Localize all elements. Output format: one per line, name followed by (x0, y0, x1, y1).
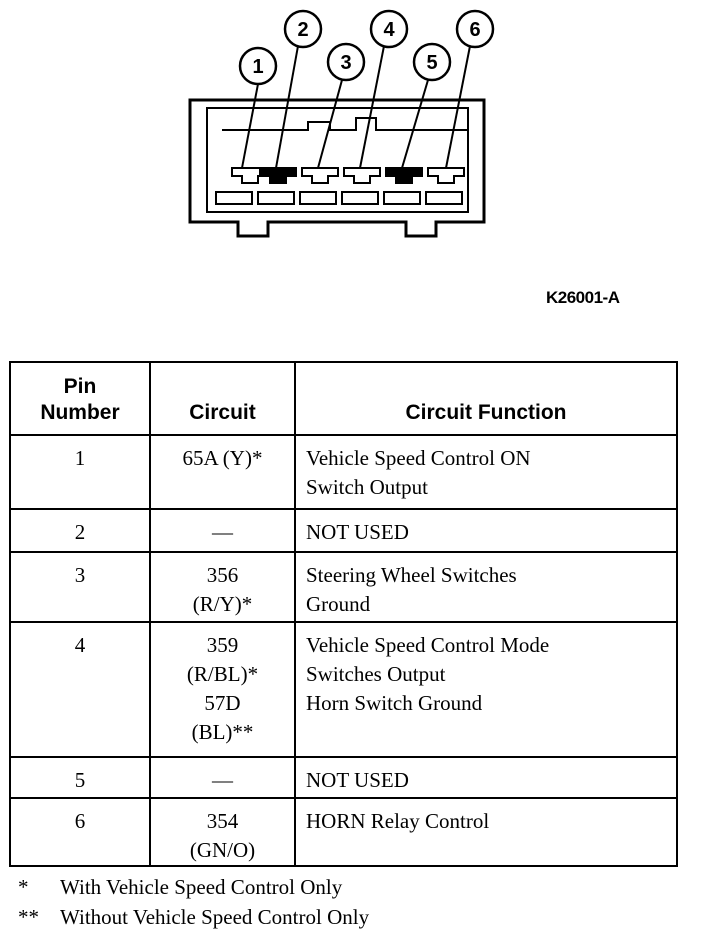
table-row (10, 552, 677, 622)
function-line: Vehicle Speed Control ON (306, 446, 531, 470)
function-line: HORN Relay Control (306, 809, 490, 833)
circuit-line: 57D (204, 691, 241, 715)
pin-cell: 5 (10, 757, 150, 798)
circuit-line: 359 (206, 633, 239, 657)
function-line: Switch Output (306, 475, 428, 499)
circuit-cell (150, 509, 295, 552)
table-header-row (10, 362, 677, 435)
function-line: Horn Switch Ground (306, 691, 483, 715)
pin-cell: 1 (10, 435, 150, 509)
header-pin-line2: Number (40, 401, 120, 424)
footnote-text: With Vehicle Speed Control Only (60, 875, 343, 899)
circuit-line: — (212, 520, 233, 544)
function-cell (295, 798, 677, 866)
circuit-cell (150, 757, 295, 798)
connector-diagram (0, 0, 704, 330)
pin-cell: 4 (10, 622, 150, 757)
circuit-cell (150, 552, 295, 622)
header-circuit: Circuit (150, 362, 295, 435)
function-line: NOT USED (306, 768, 409, 792)
callout-label-3: 3 (340, 52, 352, 74)
pin-table (9, 361, 678, 867)
circuit-line: 65A (Y)* (182, 446, 263, 470)
circuit-line: 356 (206, 563, 239, 587)
footnote-mark: * (18, 875, 29, 899)
footnote (18, 872, 369, 902)
header-pin-number (10, 362, 150, 435)
header-circuit-function: Circuit Function (295, 362, 677, 435)
callout-label-4: 4 (383, 19, 395, 41)
footnote-text: Without Vehicle Speed Control Only (60, 905, 370, 929)
circuit-line: (R/Y)* (192, 592, 253, 616)
callout-label-2: 2 (297, 19, 309, 41)
callout-label-1: 1 (252, 56, 264, 78)
function-cell (295, 435, 677, 509)
table-row (10, 622, 677, 757)
table-row (10, 435, 677, 509)
circuit-line: (GN/O) (189, 838, 256, 862)
figure-code: K26001-A (546, 288, 620, 307)
function-cell (295, 622, 677, 757)
circuit-line: (R/BL)* (186, 662, 259, 686)
function-cell (295, 552, 677, 622)
footnotes (18, 872, 369, 932)
header-pin-line1: Pin (63, 375, 97, 398)
callout-label-6: 6 (469, 19, 481, 41)
pin-cell: 2 (10, 509, 150, 552)
circuit-cell (150, 622, 295, 757)
function-cell (295, 757, 677, 798)
table-row (10, 757, 677, 798)
function-line: Ground (306, 592, 371, 616)
pin-callouts (240, 11, 493, 84)
table-row (10, 798, 677, 866)
function-line: Steering Wheel Switches (306, 563, 517, 587)
table-row (10, 509, 677, 552)
circuit-line: (BL)** (191, 720, 254, 744)
circuit-cell (150, 435, 295, 509)
footnote (18, 902, 369, 932)
pin-cell: 3 (10, 552, 150, 622)
circuit-line: — (212, 768, 233, 792)
function-line: Vehicle Speed Control Mode (306, 633, 550, 657)
footnote-mark: ** (18, 905, 39, 929)
circuit-line: 354 (206, 809, 239, 833)
function-cell (295, 509, 677, 552)
pin-cell: 6 (10, 798, 150, 866)
callout-label-5: 5 (426, 52, 438, 74)
circuit-cell (150, 798, 295, 866)
function-line: Switches Output (306, 662, 446, 686)
function-line: NOT USED (306, 520, 409, 544)
